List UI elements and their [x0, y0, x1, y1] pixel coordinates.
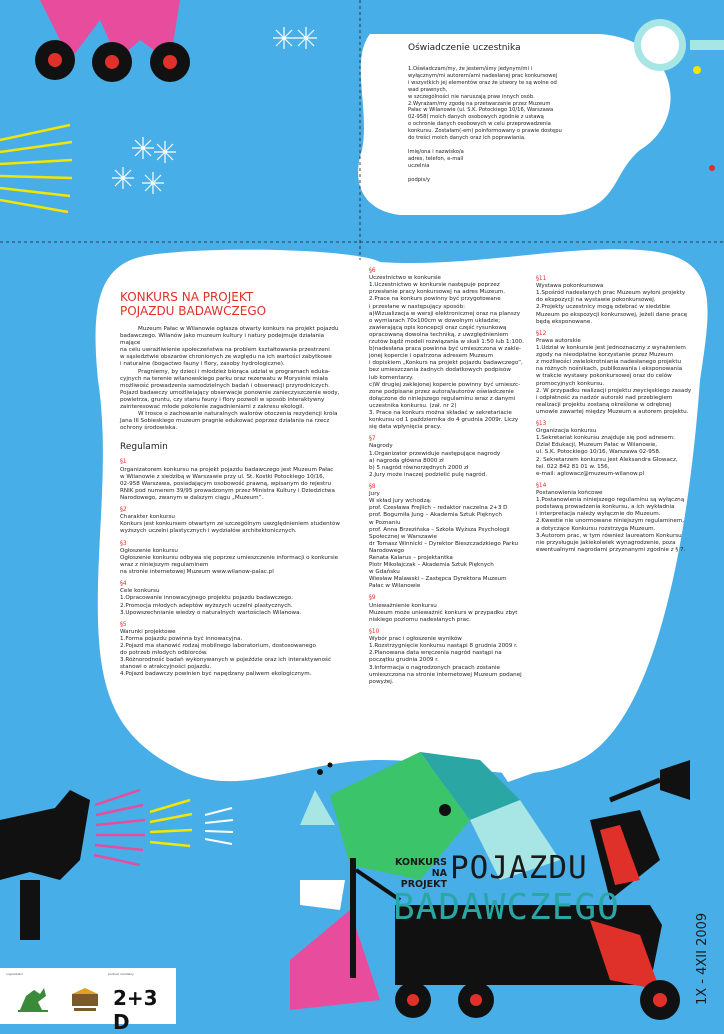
section-line: i dopiskiem „Konkurs na projekt pojazdu badawczego”, — [369, 360, 523, 367]
declaration-title: Oświadczenie uczestnika — [408, 43, 521, 53]
declaration-line: konkursu. Zostałam(-em) poinformowany o prawie dostępu — [408, 128, 562, 135]
section-line: Renata Kalarus – projektantka — [369, 554, 453, 561]
section-line: Unieważnienie konkursu — [369, 602, 437, 609]
section-line: prof. Bogumiła Jung – Akademia Sztuk Pięknych — [369, 512, 502, 519]
section-line: Warunki projektowe — [120, 628, 176, 635]
section-line: na stronie internetowej Muzeum www.wilanow-palac.pl — [120, 569, 274, 576]
section-line: c)W drugiej zaklejonej kopercie powinny być umieszc- — [369, 381, 521, 388]
section-line: zone podpisane przez autora/autorów oświadczenie — [369, 388, 514, 395]
declaration-line: w szczególności nie naruszają praw innych osób. — [408, 93, 535, 100]
intro-line: mające — [120, 340, 141, 347]
rules-column-1 — [120, 290, 340, 684]
poster-big-title-line2: BADAWCZEGO — [393, 887, 620, 928]
section-line: 2.Planowana data wręczenia nagród nastąpi na — [369, 650, 502, 657]
section-line: a dotyczące Konkursu rozstrzyga Muzeum. — [536, 525, 656, 532]
section-number: §3 — [120, 540, 127, 547]
section-line: 3.Upowszechnianie wiedzy o naturalnych wartościach Wilanowa. — [120, 609, 302, 616]
section-number: §6 — [369, 268, 376, 274]
section-line: i przesłane w następujący sposób: — [369, 303, 466, 310]
section-line: do potrzeb młodych odbiorców. — [120, 650, 208, 657]
declaration-line — [408, 170, 603, 177]
section-line: niskiego poziomu nadesłanych prac. — [369, 616, 471, 623]
section-line: powyżej. — [369, 678, 394, 685]
section-number: §7 — [369, 436, 376, 443]
section-line: a) nagroda główna 8000 zł — [369, 457, 444, 464]
section-line: 1.Rozstrzygnięcie konkursu nastąpi 8 grudnia 2009 r. — [369, 643, 518, 650]
intro-line: Pojazd badawczy umożliwiający obserwacje ponownie zanieczyszczenie wody, — [120, 389, 340, 396]
section-line: dr Tomasz Winnicki – Dyrektor Bieszczadzkiego Parku — [369, 540, 519, 547]
section-number: §9 — [369, 595, 376, 602]
section-line: Narodowego — [369, 547, 405, 554]
section-line: Dział Edukacji, Muzeum Pałac w Wilanowie, — [536, 442, 658, 449]
section-line: wyższych uczelni plastycznych i wydziałów architektonicznych. — [120, 528, 297, 535]
declaration-line: o ochronie danych osobowych w celu przeprowadzenia — [408, 121, 551, 128]
section-line: Jury — [369, 491, 380, 498]
intro-line: w sąsiedztwie obszarów chronionych ze względu na ich wartości zabytkowe — [120, 354, 332, 361]
section-line: uczestnika konkursu. (zał. nr 2) — [369, 402, 457, 409]
section-line: konkursu od 1 października do 4 grudnia 2009r. Liczy — [369, 417, 519, 424]
section-line: 1.Postanowienia niniejszego regulaminu są wyłączną — [536, 497, 685, 504]
intro-line: możliwość prowadzenia samodzielnych badań i obserwacji przyrodniczych. — [120, 382, 330, 389]
section-line: Wiesław Malawski – Zastępca Dyrektora Muzeum — [369, 576, 507, 583]
section-line: w Wilanowie z siedzibą w Warszawie przy ul. St. Kostki Potockiego 10/16, — [120, 473, 325, 480]
section-line: nie przysługuje jakiekolwiek wynagrodzenie, poza — [536, 539, 676, 546]
intro-line: Pragniemy, by dzieci i młodzież biorąca udział w programach eduka- — [138, 368, 331, 375]
section-line: 1.Sekretariat konkursu znajduje się pod adresem: — [536, 435, 675, 442]
section-line: Cele konkursu — [120, 588, 160, 595]
intro-line: ochrony środowiska. — [120, 425, 178, 432]
intro-line: powietrza, gruntu, czy stanu fauny i flory pozwoli w sposób interaktywny — [120, 396, 325, 403]
intro-line: badawczego. Wilanów jako muzeum kultury i natury podejmuje działania — [120, 333, 325, 340]
section-line: 2. W przypadku realizacji projektu zwycięskiego zasady — [536, 387, 692, 394]
rules-column-3 — [536, 276, 696, 559]
section-line: 3. Prace na konkurs można składać w sekretariacie — [369, 409, 512, 416]
section-line: 3.Różnorodność badań wykonywanych w pojeździe oraz ich interaktywność — [120, 657, 331, 664]
poster-small-title-line2: NA PROJEKT — [400, 868, 447, 890]
section-line: do ekspozycji na wystawie pokonkursowej. — [536, 297, 656, 304]
poster-small-title-line1: KONKURS — [394, 857, 447, 868]
section-line: 2.Promocja młodych adeptów wyższych uczelni plastycznych. — [120, 602, 293, 609]
intro-line: Muzeum Pałac w Wilanowie ogłasza otwarty konkurs na projekt pojazdu — [138, 326, 339, 332]
section-line: 1.Organizator przewiduje następujące nagrody — [369, 450, 501, 457]
section-line: Pałac w Wilanowie — [369, 583, 421, 590]
section-line: a)Wizualizacja w wersji elektronicznej oraz na planszy — [369, 310, 521, 317]
section-line: i odpłatność za nadzór autorski nad przebiegiem — [536, 394, 673, 401]
section-line: Organizatorem konkursu na projekt pojazdu badawczego jest Muzeum Pałac — [120, 466, 334, 473]
section-line: dołączone do niniejszego regulaminu wraz z danymi — [369, 395, 516, 402]
declaration-line: 02-958) moich danych osobowych zgodnie z ustawą — [408, 114, 544, 121]
declaration-line: i wszystkich jej elementów oraz że utwory te są wolne od — [408, 79, 557, 86]
poster-dates: 1X - 4XII 2009 — [695, 912, 710, 1005]
section-line: stanowi o atrakcyjności pojazdu. — [120, 664, 212, 671]
section-line: Wybór prac i ogłoszenie wyników — [369, 636, 462, 643]
wilanow-palace-logo-icon — [70, 988, 100, 1014]
section-line: 02-958 Warszawa, posiadającym osobowość prawną, wpisanym do rejestru — [120, 480, 332, 487]
logo-23d: 2+3 D — [113, 986, 158, 1034]
section-line: 1.Opracowanie innowacyjnego projektu pojazdu badawczego. — [120, 595, 293, 602]
section-line: wraz z niniejszym regulaminem — [120, 561, 209, 568]
section-line: jonej kopercie i opatrzona adresem Muzeum — [369, 353, 494, 360]
contest-title — [120, 290, 340, 318]
section-line: Ogłoszenie konkursu — [120, 547, 178, 554]
section-line: Muzeum po ekspozycji konkursowej, jeżeli dane pracę — [536, 311, 688, 318]
declaration-line — [408, 142, 603, 149]
section-line: b) 5 nagród równorzędnych 2000 zł — [369, 464, 469, 471]
section-line: Organizacja konkursu — [536, 428, 597, 435]
section-number: §2 — [120, 507, 127, 514]
section-line: Charakter konkursu — [120, 514, 175, 521]
section-number: §14 — [536, 482, 547, 489]
rules-column-2 — [369, 268, 524, 691]
section-line: na różnych nośnikach, publikowania i eksponowania — [536, 366, 683, 373]
declaration-line: Imię/ona i nazwisko/a — [408, 148, 464, 155]
declaration-line: adres, telefon, e-mail — [408, 155, 464, 162]
section-line: prof. Czesława Frejlich – redaktor naczelna 2+3 D — [369, 505, 508, 512]
section-line: Narodowego, zwanym w dalszym ciągu „Muzeum”. — [120, 494, 264, 501]
section-gap — [120, 679, 340, 684]
declaration-line: uczelnia — [408, 162, 430, 169]
section-line: Wystawa pokonkursowa — [536, 283, 604, 290]
section-line: Muzeum może unieważnić konkurs w przypadku zbyt — [369, 609, 518, 616]
intro-line: cyjnych na terenie wilanowskiego parku oraz rezerwatu w Morysinie miała — [120, 375, 328, 382]
section-line: umieszczona na stronie internetowej Muzeum podanej — [369, 671, 522, 678]
section-number: §12 — [536, 330, 547, 337]
section-line: się data wpłynięcia pracy. — [369, 424, 442, 431]
contest-title-line1: KONKURS NA PROJEKT — [120, 290, 254, 304]
declaration-line: wyłącznym/mi autorem/ami nadesłanej prac konkursowej — [408, 72, 558, 79]
section-line: będą eksponowane. — [536, 318, 593, 325]
section-line: 3.Autorom prac, w tym również laureatom Konkursu — [536, 532, 682, 539]
regulamin-title: Regulamin — [120, 442, 168, 453]
intro-line: na celu uwrażliwienie społeczeństwa na problem kształtowania przestrzeni — [120, 347, 330, 354]
section-line: RNIK pod numerem 39/95 prowadzonym przez Ministra Kultury i Dziedzictwa — [120, 487, 335, 494]
section-line: realizacji projektu zostaną określone w odrębnej — [536, 401, 672, 408]
declaration-line: wad prawnych, — [408, 86, 448, 93]
section-line: w trakcie wystawy pokonkursowej oraz do celów — [536, 373, 672, 380]
contest-title-line2: POJAZDU BADAWCZEGO — [120, 304, 267, 318]
section-line: promocyjnych konkursu. — [536, 380, 605, 387]
section-line: 2.Jury może inaczej podzielić pulę nagród. — [369, 471, 487, 478]
section-line: 2.Pojazd ma stanowić rodzaj mobilnego laboratorium, dostosowanego — [120, 643, 316, 650]
section-line: w Gdańsku — [369, 569, 400, 576]
section-line: Prawa autorskie — [536, 337, 581, 344]
section-line: Nagrody — [369, 443, 393, 450]
section-number: §10 — [369, 628, 380, 635]
section-line: b)nadesłana praca powinna być umieszczona w zakle- — [369, 346, 522, 353]
partner-label: partner medialny — [108, 972, 134, 976]
section-line: prof. Anna Brzezińska – Szkoła Wyższa Psychologii — [369, 526, 510, 533]
organizer-label: organizator — [6, 972, 24, 976]
declaration-line: Pałac w Wilanowie (ul. S.K. Potockiego 10/16, Warszawa — [408, 107, 554, 114]
section-line: 1.Uczestnictwo w konkursie następuje poprzez — [369, 282, 500, 289]
intro-line: Jana III Sobieskiego muzeum pragnie edukować poprzez działania na rzecz — [120, 418, 330, 425]
section-line: przesłanie pracy konkursowej na adres Muzeum. — [369, 289, 506, 296]
section-line: bez umieszczania żadnych dodatkowych podpisów — [369, 367, 511, 374]
section-line: Piotr Mikołajczak – Akademia Sztuk Pięknych — [369, 562, 494, 569]
section-number: §5 — [120, 621, 127, 628]
declaration-line: 2.Wyrażam/my zgodę na przetwarzanie przez Muzeum — [408, 100, 551, 107]
poster-small-title — [393, 857, 447, 890]
declaration-line: 1.Oświadczam/my, że jestem/śmy jedynym/mi i — [408, 66, 533, 72]
contest-intro — [120, 326, 340, 432]
section-line: ewentualnymi nagrodami przyznanymi zgodnie z § 7. — [536, 546, 686, 553]
section-line: umowie zawartej między Muzeum a autorem projektu. — [536, 408, 689, 415]
section-line: 2. Sekretarzem konkursu jest Aleksandra Głowacz, — [536, 456, 678, 463]
section-line: początku grudnia 2009 r. — [369, 657, 439, 664]
declaration-body — [408, 66, 603, 183]
rules-sections-1 — [120, 459, 340, 683]
section-number: §11 — [536, 276, 547, 282]
section-line: 3.Informacja o nagrodzonych pracach zostanie — [369, 664, 500, 671]
sponsor-logos — [0, 968, 176, 1034]
section-line: 1.Spośród nadesłanych prac Muzeum wyłoni projekty — [536, 290, 686, 297]
section-line: 1.Udział w konkursie jest jednoznaczny z wyrażeniem — [536, 345, 686, 352]
section-number: §13 — [536, 421, 547, 427]
section-line: 2.Prace na konkurs powinny być przygotowane — [369, 296, 501, 303]
intro-line: zainteresować młode pokolenie zagadnieniami z zakresu ekologii. — [120, 404, 305, 411]
museum-horse-logo-icon — [14, 982, 52, 1014]
section-gap — [369, 686, 524, 691]
section-line: tel. 022 842 81 01 w. 156, — [536, 463, 610, 470]
section-line: 1.Forma pojazdu powinna być innowacyjna. — [120, 636, 243, 643]
section-line: Postanowienia końcowe — [536, 490, 603, 497]
section-line: Społecznej w Warszawie — [369, 533, 437, 540]
section-line: lub komentarzy. — [369, 374, 414, 381]
section-line: z możliwości zwielokrotniania nadesłanego projektu — [536, 359, 682, 366]
section-number: §1 — [120, 459, 127, 466]
poster-big-title-line1: POJAZDU — [450, 850, 588, 886]
section-line: 2.Kwestie nie unormowane niniejszym regulaminem, — [536, 518, 685, 525]
section-line: Ogłoszenie konkursu odbywa się poprzez umieszczenie informacji o konkursie — [120, 554, 339, 561]
section-line: Konkurs jest konkursem otwartym ze szczególnym uwzględnieniem studentów — [120, 521, 340, 528]
section-line: rzutów bądź modeli rozwiązania w skali 1:50 lub 1:100. — [369, 339, 524, 346]
section-line: i interpretacja należy wyłącznie do Muzeum. — [536, 511, 661, 518]
section-line: zawierającą opis koncepcji oraz część rysunkową — [369, 324, 507, 331]
section-line: 2.Projekty uczestnicy mogą odebrać w siedzibie — [536, 304, 671, 311]
participant-declaration — [408, 42, 603, 183]
section-number: §8 — [369, 483, 376, 490]
section-line: o wymiarach 70x100cm w dowolnym układzie; — [369, 317, 501, 324]
section-line: 4.Pojazd badawczy powinien być napędzany paliwem ekologicznym. — [120, 671, 312, 678]
section-line: W skład jury wchodzą: — [369, 498, 432, 505]
section-line: ul. S.K. Potockiego 10/16, Warszawa 02-958. — [536, 449, 661, 456]
section-line: e-mail: aglowacz@muzeum-wilanow.pl — [536, 470, 645, 477]
declaration-line: do treści moich danych oraz ich poprawiania. — [408, 135, 526, 142]
section-line: w Poznaniu — [369, 519, 401, 526]
section-gap — [536, 554, 696, 559]
intro-line: i naturalne (bogactwo fauny i flory, zasoby hydrologiczne). — [120, 361, 285, 368]
intro-line: W trosce o zachowanie naturalnych walorów otoczenia rezydencji króla — [138, 411, 338, 418]
section-line: podstawą prowadzenia konkursu, a ich wykładnia — [536, 504, 675, 511]
declaration-line: podpis/y — [408, 176, 431, 183]
section-line: zgody na nieodpłatne korzystanie przez Muzeum — [536, 352, 673, 359]
section-number: §4 — [120, 581, 127, 588]
section-line: opracowaną dowolna techniką, z uwzględnieniem — [369, 331, 509, 338]
section-line: Uczestnictwo w konkursie — [369, 275, 441, 282]
